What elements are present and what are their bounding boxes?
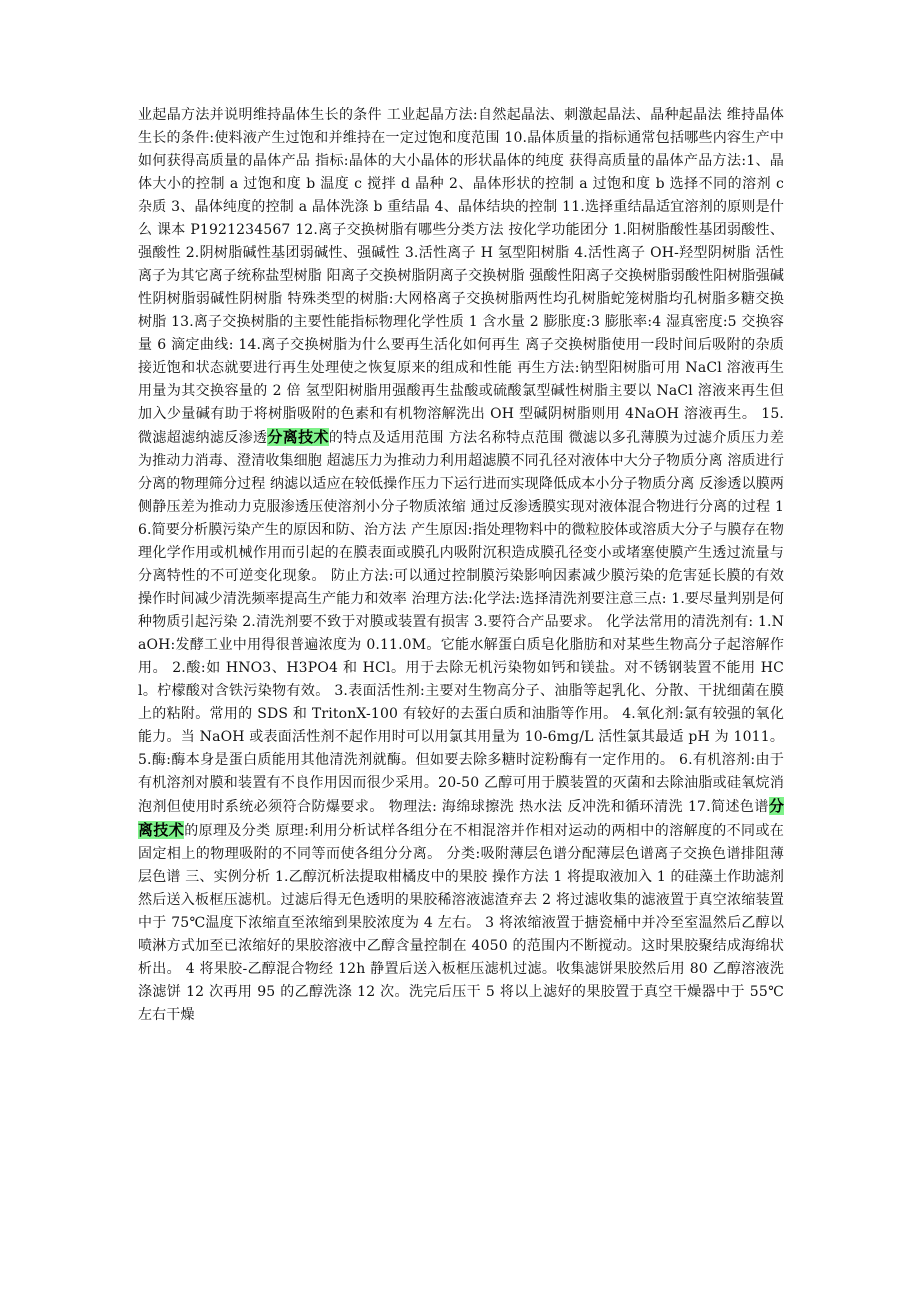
highlighted-term: 分离技术 — [267, 428, 329, 446]
document-body-text — [138, 104, 784, 1027]
paragraph-text: 业起晶方法并说明维持晶体生长的条件 工业起晶方法:自然起晶法、刺激起晶法、晶种起晶法 维持晶体生长的条件:使料液产生过饱和并维持在一定过饱和度范围 10.晶体质量的指标通常包括哪些内容生产中如何获得高质量的晶体产品 指标:晶体的大小晶体的形状晶体的纯度 获得高质量的晶体产品方法:1、晶体大小的控制 a 过饱和度 b 温度 c 搅拌 d 晶种 2、晶体形状的控制 a 过饱和度 b 选择不同的溶剂 c 杂质 3、晶体纯度的控制 a 晶体洗涤 b 重结晶 4、晶体结块的控制 11.选择重结晶适宜溶剂的原则是什么 课本 P1921234567 12.离子交换树脂有哪些分类方法 按化学功能团分 1.阳树脂酸性基团弱酸性、强酸性 2.阴树脂碱性基团弱碱性、强碱性 3.活性离子 H 氢型阳树脂 4.活性离子 OH-羟型阴树脂 活性离子为其它离子统称盐型树脂 阳离子交换树脂阴离子交换树脂 强酸性阳离子交换树脂弱酸性阳树脂强碱性阴树脂弱碱性阴树脂 特殊类型的树脂:大网格离子交换树脂两性均孔树脂蛇笼树脂均孔树脂多糖交换树脂 13.离子交换树脂的主要性能指标物理化学性质 1 含水量 2 膨胀度:3 膨胀率:4 湿真密度:5 交换容量 6 滴定曲线: 14.离子交换树脂为什么要再生活化如何再生 离子交换树脂使用一段时间后吸附的杂质接近饱和状态就要进行再生处理使之恢复原来的组成和性能 再生方法:钠型阳树脂可用 NaCl 溶液再生用量为其交换容量的 2 倍 氢型阳树脂用强酸再生盐酸或硫酸氯型碱性树脂主要以 NaCl 溶液来再生但加入少量碱有助于将树脂吸附的色素和有机物溶解洗出 OH 型碱阴树脂则用 4NaOH 溶液再生。 15.微滤超滤纳滤反渗透 — [138, 107, 784, 446]
highlighted-term: 分离技术 — [138, 797, 784, 839]
paragraph-text: 的特点及适用范围 方法名称特点范围 微滤以多孔薄膜为过滤介质压力差为推动力消毒、澄清收集细胞 超滤压力为推动力利用超滤膜不同孔径对液体中大分子物质分离 溶质进行分离的物理筛分过程 纳滤以适应在较低操作压力下运行进而实现降低成本小分子物质分离 反渗透以膜两侧静压差为推动力克服渗透压使溶剂小分子物质浓缩 通过反渗透膜实现对液体混合物进行分离的过程 16.简要分析膜污染产生的原因和防、治方法 产生原因:指处理物料中的微粒胶体或溶质大分子与膜存在物理化学作用或机械作用而引起的在膜表面或膜孔内吸附沉积造成膜孔径变小或堵塞使膜产生透过流量与分离特性的不可逆变化现象。 防止方法:可以通过控制膜污染影响因素减少膜污染的危害延长膜的有效操作时间减少清洗频率提高生产能力和效率 治理方法:化学法:选择清洗剂要注意三点: 1.要尽量判别是何种物质引起污染 2.清洗剂要不致于对膜或装置有损害 3.要符合产品要求。 化学法常用的清洗剂有: 1.NaOH:发酵工业中用得很普遍浓度为 0.11.0M。它能水解蛋白质皂化脂肪和对某些生物高分子起溶解作用。 2.酸:如 HNO3、H3PO4 和 HCl。用于去除无机污染物如钙和镁盐。对不锈钢装置不能用 HCl。柠檬酸对含铁污染物有效。 3.表面活性剂:主要对生物高分子、油脂等起乳化、分散、干扰细菌在膜上的粘附。常用的 SDS 和 TritonX-100 有较好的去蛋白质和油脂等作用。 4.氧化剂:氯有较强的氧化能力。当 NaOH 或表面活性剂不起作用时可以用氯其用量为 10-6mg/L 活性氯其最适 pH 为 1011。 5.酶:酶本身是蛋白质能用其他清洗剂就酶。但如要去除多糖时淀粉酶有一定作用的。 6.有机溶剂:由于有机溶剂对膜和装置有不良作用因而很少采用。20-50 乙醇可用于膜装置的灭菌和去除油脂或硅氧烷消泡剂但使用时系统必须符合防爆要求。 物理法: 海绵球擦洗 热水法 反冲洗和循环清洗 17.简述色谱 — [138, 430, 784, 815]
paragraph-text: 的原理及分类 原理:利用分析试样各组分在不相混溶并作相对运动的两相中的溶解度的不同或在固定相上的物理吸附的不同等而使各组分分离。 分类:吸附薄层色谱分配薄层色谱离子交换色谱排阻薄层色谱 三、实例分析 1.乙醇沉析法提取柑橘皮中的果胶 操作方法 1 将提取液加入 1 的硅藻土作助滤剂然后送入板框压滤机。过滤后得无色透明的果胶稀溶液滤渣弃去 2 将过滤收集的滤液置于真空浓缩装置中于 75℃温度下浓缩直至浓缩到果胶浓度为 4 左右。 3 将浓缩液置于搪瓷桶中并冷至室温然后乙醇以喷淋方式加至已浓缩好的果胶溶液中乙醇含量控制在 4050 的范围内不断搅动。这时果胶聚结成海绵状析出。 4 将果胶-乙醇混合物经 12h 静置后送入板框压滤机过滤。收集滤饼果胶然后用 80 乙醇溶液洗涤滤饼 12 次再用 95 的乙醇洗涤 12 次。洗完后压干 5 将以上滤好的果胶置于真空干燥器中于 55℃左右干燥 — [138, 823, 784, 1023]
